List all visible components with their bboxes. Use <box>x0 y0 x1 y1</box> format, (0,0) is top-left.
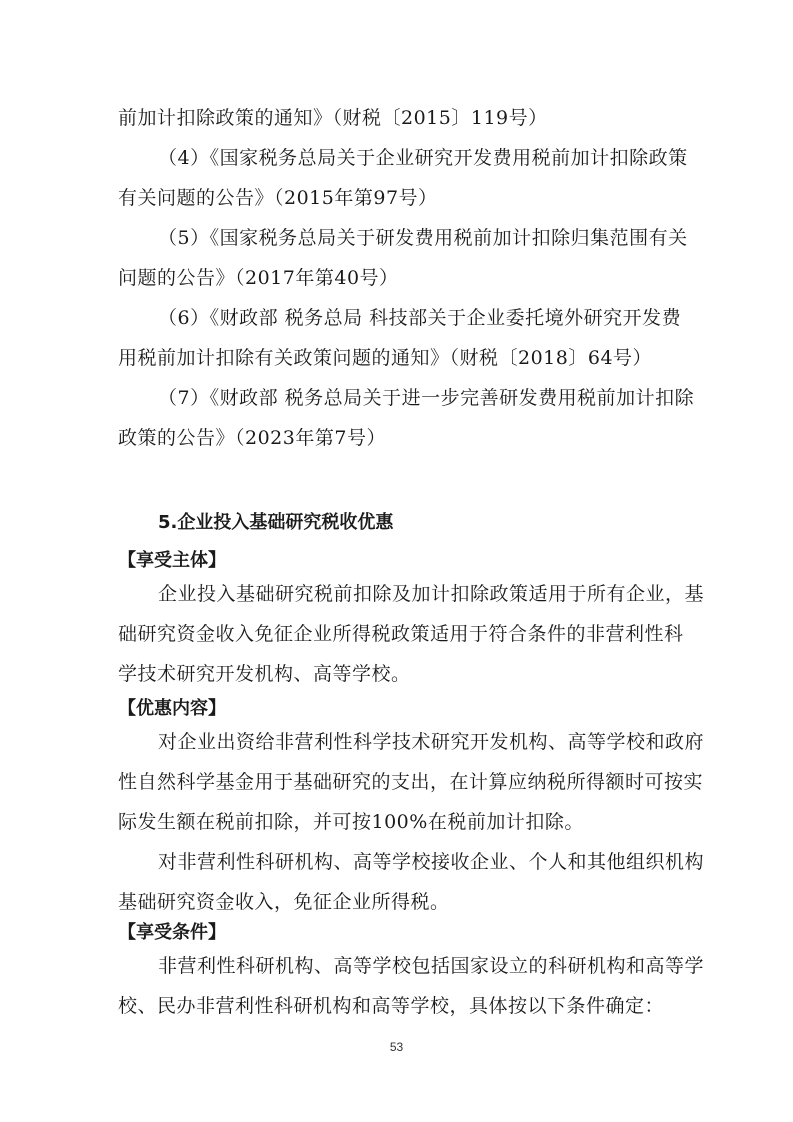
reference-item-4-line-1: （4）《国家税务总局关于企业研究开发费用税前加计扣除政策 <box>158 147 688 169</box>
content-p2-line-1: 对非营利性科研机构、高等学校接收企业、个人和其他组织机构 <box>158 851 705 873</box>
subject-line-1: 企业投入基础研究税前扣除及加计扣除政策适用于所有企业，基 <box>158 583 705 605</box>
reference-item-4-line-2: 有关问题的公告》（2015年第97号） <box>118 187 438 209</box>
subject-line-2: 础研究资金收入免征企业所得税政策适用于符合条件的非营利性科 <box>118 623 684 645</box>
subject-paragraph <box>118 574 705 694</box>
condition-line-1: 非营利性科研机构、高等学校包括国家设立的科研机构和高等学 <box>158 955 705 977</box>
page-number: 53 <box>389 1040 404 1054</box>
content-p2-line-2: 基础研究资金收入，免征企业所得税。 <box>118 891 450 913</box>
reference-item-6-line-1: （6）《财政部 税务总局 科技部关于企业委托境外研究开发费 <box>158 307 682 329</box>
reference-item-6-line-2: 用税前加计扣除有关政策问题的通知》（财税〔2018〕64号） <box>118 347 653 369</box>
condition-label: 【享受条件】 <box>118 922 226 943</box>
content-paragraph-1 <box>118 722 705 842</box>
section-heading: 5.企业投入基础研究税收优惠 <box>158 512 394 533</box>
reference-item-5-line-1: （5）《国家税务总局关于研发费用税前加计扣除归集范围有关 <box>158 227 688 249</box>
content-paragraph-2 <box>118 842 705 922</box>
reference-item-7-line-1: （7）《财政部 税务总局关于进一步完善研发费用税前加计扣除 <box>158 387 695 409</box>
content-label: 【优惠内容】 <box>118 698 226 719</box>
reference-list <box>118 98 695 458</box>
reference-item-5-line-2: 问题的公告》（2017年第40号） <box>118 267 399 289</box>
condition-paragraph <box>118 946 705 1026</box>
content-p1-line-2: 性自然科学基金用于基础研究的支出，在计算应纳税所得额时可按实 <box>118 771 704 793</box>
subject-label: 【享受主体】 <box>118 550 226 571</box>
subject-line-3: 学技术研究开发机构、高等学校。 <box>118 663 411 685</box>
content-p1-line-3: 际发生额在税前扣除，并可按100%在税前加计扣除。 <box>118 811 584 833</box>
content-p1-line-1: 对企业出资给非营利性科学技术研究开发机构、高等学校和政府 <box>158 731 705 753</box>
condition-line-2: 校、民办非营利性科研机构和高等学校，具体按以下条件确定： <box>118 995 665 1017</box>
reference-continuation-line: 前加计扣除政策的通知》（财税〔2015〕119号） <box>118 107 548 129</box>
reference-item-7-line-2: 政策的公告》（2023年第7号） <box>118 427 386 449</box>
